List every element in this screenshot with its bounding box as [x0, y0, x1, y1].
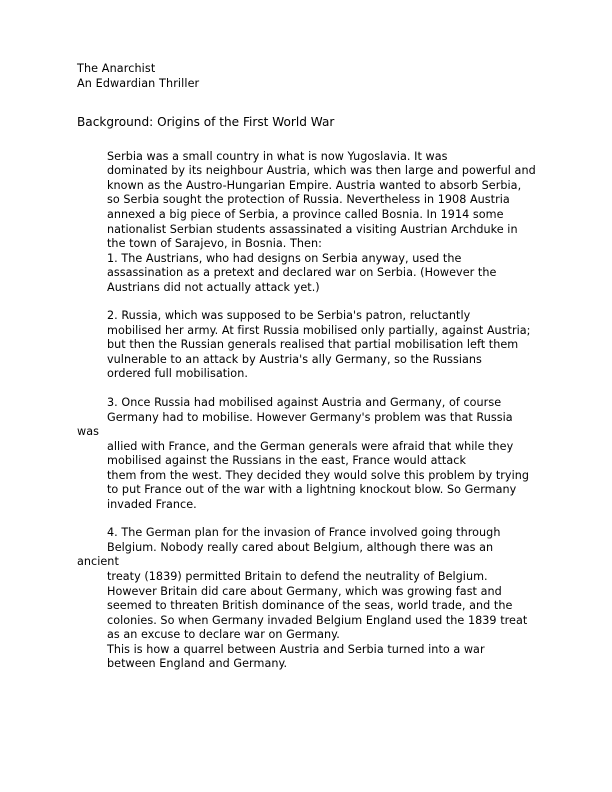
text-line: colonies. So when Germany invaded Belgium England used the 1839 treat: [107, 613, 528, 627]
paragraph-conclusion: [77, 643, 538, 672]
text-line: 2. Russia, which was supposed to be Serbia's patron, reluctantly: [107, 309, 471, 323]
text-line: seemed to threaten British dominance of the seas, world trade, and the: [107, 599, 513, 613]
title-block: [77, 62, 538, 91]
text-line: 1. The Austrians, who had designs on Serbia anyway, used the: [107, 251, 462, 265]
body-text: [77, 150, 538, 672]
text-line: 3. Once Russia had mobilised against Austria and Germany, of course: [107, 395, 502, 409]
text-line: to put France out of the war with a lightning knockout blow. So Germany: [107, 483, 517, 497]
text-line: the town of Sarajevo, in Bosnia. Then:: [107, 237, 322, 251]
text-line: allied with France, and the German generals were afraid that while they: [107, 439, 514, 453]
document-body: [77, 62, 538, 672]
text-line: so Serbia sought the protection of Russia. Nevertheless in 1908 Austria: [107, 193, 510, 207]
text-line: Germany had to mobilise. However Germany's problem was that Russia was: [77, 410, 517, 439]
document-title: The Anarchist: [77, 62, 156, 75]
text-line: vulnerable to an attack by Austria's ally Germany, so the Russians: [107, 352, 482, 366]
text-line: but then the Russian generals realised that partial mobilisation left them: [107, 338, 519, 352]
text-line: Belgium. Nobody really cared about Belgium, although there was an ancient: [77, 540, 497, 569]
text-line: However Britain did care about Germany, which was growing fast and: [107, 584, 502, 598]
text-line: invaded France.: [107, 497, 197, 511]
paragraph-point-1: [77, 252, 538, 296]
text-line: assassination as a pretext and declared war on Serbia. (However the: [107, 266, 497, 280]
section-heading: Background: Origins of the First World War: [77, 115, 335, 130]
text-line: treaty (1839) permitted Britain to defend the neutrality of Belgium.: [107, 570, 488, 583]
text-line: Serbia was a small country in what is now Yugoslavia. It was: [107, 149, 448, 163]
text-line: annexed a big piece of Serbia, a province called Bosnia. In 1914 some: [107, 207, 504, 221]
text-line: mobilised against the Russians in the east, France would attack: [107, 454, 466, 468]
text-line: known as the Austro-Hungarian Empire. Austria wanted to absorb Serbia,: [107, 178, 522, 192]
document-subtitle: An Edwardian Thriller: [77, 76, 200, 90]
text-line: between England and Germany.: [107, 657, 288, 671]
text-line: Austrians did not actually attack yet.): [107, 280, 320, 294]
text-line: This is how a quarrel between Austria and Serbia turned into a war: [107, 642, 485, 656]
text-line: them from the west. They decided they would solve this problem by trying: [107, 468, 530, 482]
paragraph-point-2: [77, 309, 538, 382]
text-line: dominated by its neighbour Austria, which was then large and powerful and: [107, 164, 536, 178]
paragraph-point-4: [77, 526, 538, 642]
paragraph-point-3: [77, 396, 538, 512]
text-line: ordered full mobilisation.: [107, 367, 248, 381]
paragraph-intro: [77, 150, 538, 252]
text-line: as an excuse to declare war on Germany.: [107, 628, 340, 642]
text-line: mobilised her army. At first Russia mobilised only partially, against Austria;: [107, 323, 531, 337]
text-line: nationalist Serbian students assassinated a visiting Austrian Archduke in: [107, 222, 518, 236]
text-line: 4. The German plan for the invasion of France involved going through: [107, 526, 501, 540]
